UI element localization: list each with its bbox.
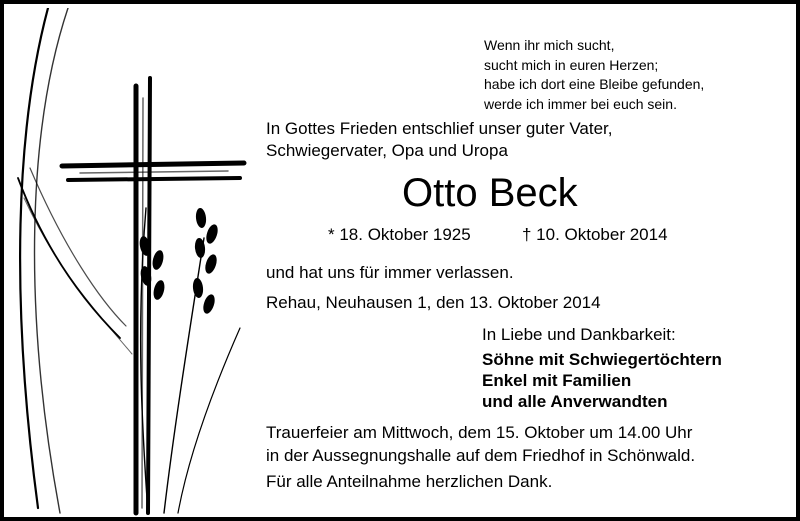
intro-line-1: In Gottes Frieden entschlief unser guter Vater, (266, 119, 613, 138)
poem-line: werde ich immer bei euch sein. (484, 95, 677, 112)
closing-line: und hat uns für immer verlassen. (266, 263, 514, 282)
poem-line: Wenn ihr mich sucht, (484, 37, 615, 53)
death-date: † 10. Oktober 2014 (522, 225, 668, 244)
poem (484, 36, 704, 114)
mourners-line: Enkel mit Familien (482, 371, 632, 390)
cross-with-wheat-illustration (8, 8, 248, 518)
deceased-name: Otto Beck (402, 171, 578, 215)
thanks-line: Für alle Anteilnahme herzlichen Dank. (266, 472, 553, 491)
intro-line-2: Schwiegervater, Opa und Uropa (266, 141, 508, 160)
mourners-line: und alle Anverwandten (482, 392, 668, 411)
mourners-heading: In Liebe und Dankbarkeit: (482, 325, 676, 344)
mourners-line: Söhne mit Schwiegertöchtern (482, 350, 722, 369)
service-line-1: Trauerfeier am Mittwoch, dem 15. Oktober um 14.00 Uhr (266, 423, 693, 442)
poem-line: sucht mich in euren Herzen; (484, 56, 659, 73)
place-date: Rehau, Neuhausen 1, den 13. Oktober 2014 (266, 293, 601, 312)
birth-date: * 18. Oktober 1925 (328, 225, 471, 244)
service-line-2: in der Aussegnungshalle auf dem Friedhof in Schönwald. (266, 446, 696, 465)
poem-line: habe ich dort eine Bleibe gefunden, (484, 76, 705, 92)
